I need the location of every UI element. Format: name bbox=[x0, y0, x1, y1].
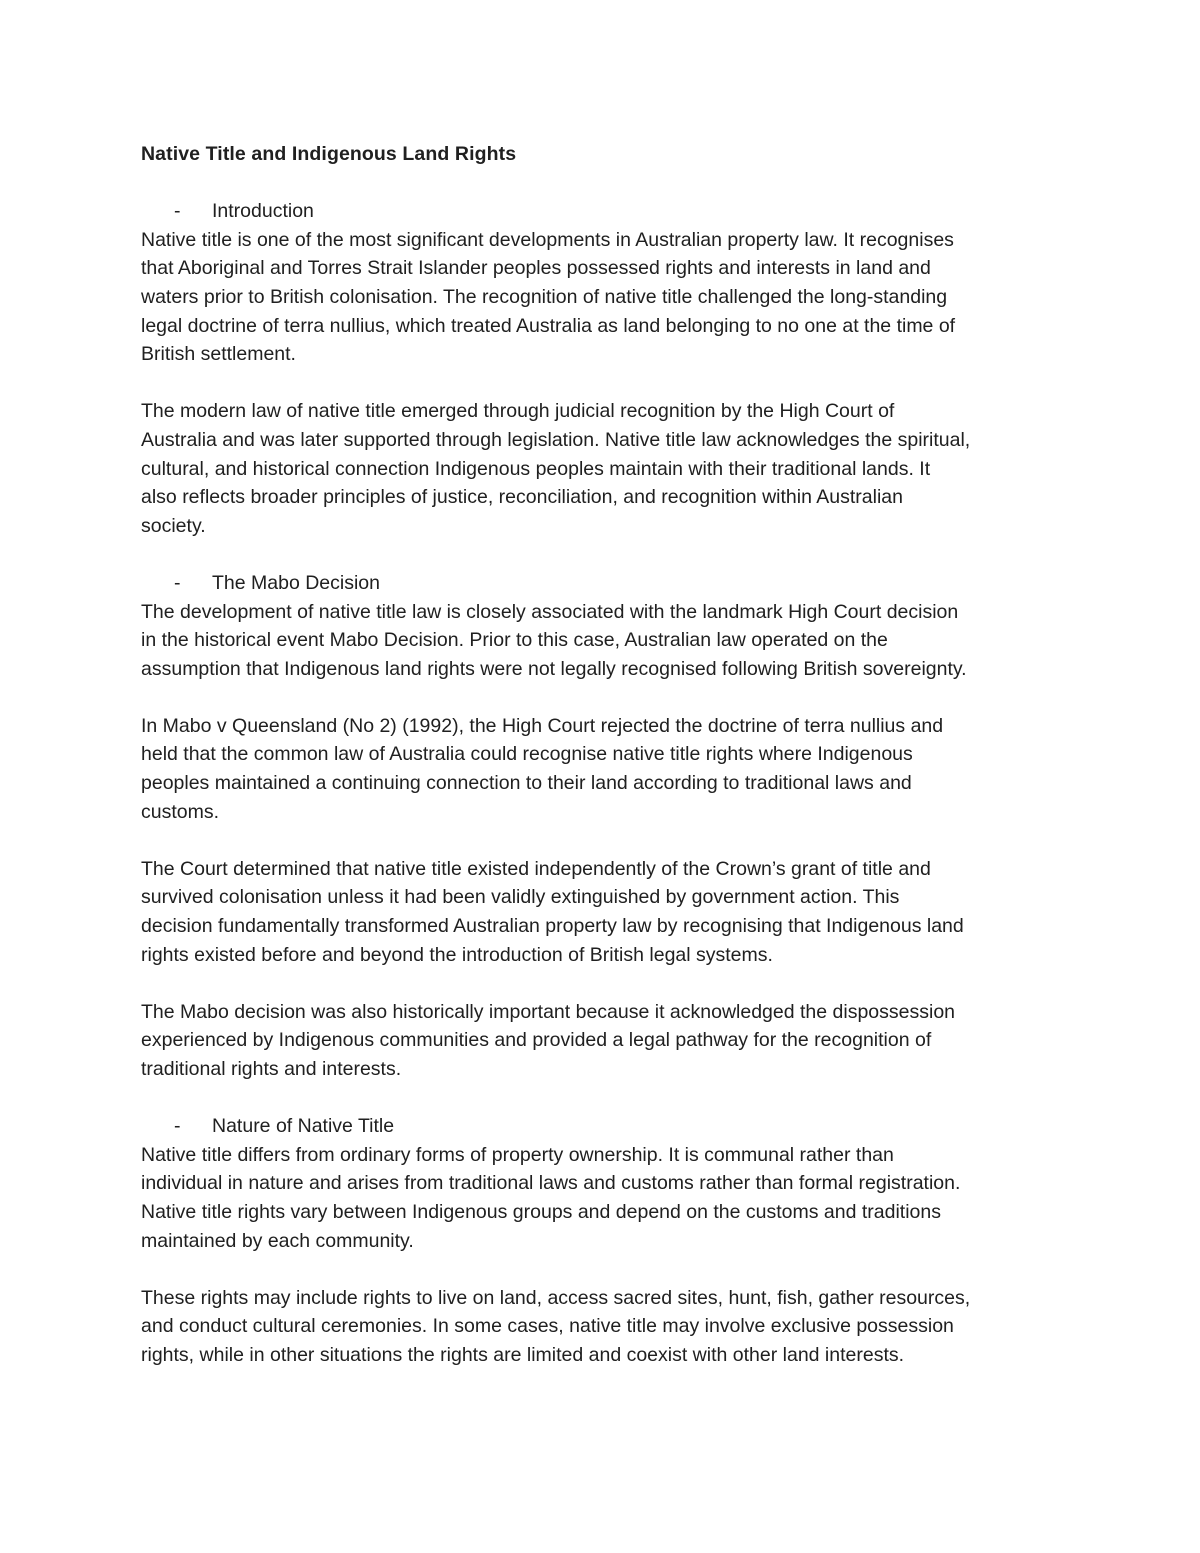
section-heading bbox=[141, 1112, 1066, 1141]
paragraph-line: waters prior to British colonisation. The recognition of native title challenged the long-standing bbox=[141, 285, 948, 308]
paragraph-line: society. bbox=[141, 514, 206, 537]
paragraph-line: The development of native title law is closely associated with the landmark High Court decision bbox=[141, 600, 959, 623]
paragraph bbox=[141, 1141, 1066, 1255]
paragraph-line: The Court determined that native title existed independently of the Crown’s grant of title and bbox=[141, 857, 931, 880]
paragraph bbox=[141, 598, 1066, 684]
paragraph-line: The Mabo decision was also historically important because it acknowledged the dispossession bbox=[141, 1000, 956, 1023]
paragraph bbox=[141, 397, 1066, 540]
paragraph-line: individual in nature and arises from traditional laws and customs rather than formal registration. bbox=[141, 1172, 961, 1195]
paragraph-line: maintained by each community. bbox=[141, 1229, 414, 1252]
section-heading bbox=[141, 197, 1066, 226]
paragraph-line: The modern law of native title emerged through judicial recognition by the High Court of bbox=[141, 400, 895, 423]
bullet-dash: - bbox=[174, 571, 181, 594]
bullet-dash: - bbox=[174, 1115, 181, 1138]
section-heading bbox=[141, 569, 1066, 598]
paragraph bbox=[141, 712, 1066, 826]
paragraph-line: experienced by Indigenous communities and provided a legal pathway for the recognition of bbox=[141, 1029, 932, 1052]
paragraph-line: also reflects broader principles of justice, reconciliation, and recognition within Australian bbox=[141, 486, 903, 509]
paragraph-line: that Aboriginal and Torres Strait Islander peoples possessed rights and interests in land and bbox=[141, 257, 931, 280]
paragraph-line: held that the common law of Australia could recognise native title rights where Indigenous bbox=[141, 743, 913, 766]
paragraph-line: cultural, and historical connection Indigenous peoples maintain with their traditional lands. It bbox=[141, 457, 931, 480]
section-heading-text: The Mabo Decision bbox=[212, 571, 380, 594]
paragraph-line: peoples maintained a continuing connection to their land according to traditional laws and bbox=[141, 772, 912, 795]
paragraph-line: in the historical event Mabo Decision. Prior to this case, Australian law operated on the bbox=[141, 629, 888, 652]
paragraph bbox=[141, 226, 1066, 369]
paragraph-line: and conduct cultural ceremonies. In some cases, native title may involve exclusive possession bbox=[141, 1315, 954, 1338]
paragraph-line: British settlement. bbox=[141, 343, 296, 366]
paragraph-line: rights existed before and beyond the introduction of British legal systems. bbox=[141, 943, 773, 966]
paragraph-line: Native title rights vary between Indigenous groups and depend on the customs and traditions bbox=[141, 1200, 941, 1223]
section-heading-text: Introduction bbox=[212, 200, 314, 223]
paragraph-line: Native title is one of the most significant developments in Australian property law. It recognises bbox=[141, 228, 954, 251]
section-heading-text: Nature of Native Title bbox=[212, 1115, 395, 1138]
paragraph-line: legal doctrine of terra nullius, which treated Australia as land belonging to no one at the time of bbox=[141, 314, 956, 337]
paragraph-line: rights, while in other situations the rights are limited and coexist with other land interests. bbox=[141, 1343, 905, 1366]
paragraph-line: Australia and was later supported through legislation. Native title law acknowledges the spiritual, bbox=[141, 428, 971, 451]
bullet-dash: - bbox=[174, 200, 181, 223]
paragraph-line: Native title differs from ordinary forms of property ownership. It is communal rather than bbox=[141, 1143, 894, 1166]
document-body bbox=[141, 197, 1066, 1369]
paragraph-line: decision fundamentally transformed Australian property law by recognising that Indigenous land bbox=[141, 915, 964, 938]
document-title: Native Title and Indigenous Land Rights bbox=[141, 143, 517, 165]
paragraph-line: customs. bbox=[141, 800, 220, 823]
paragraph-line: In Mabo v Queensland (No 2) (1992), the High Court rejected the doctrine of terra nullius and bbox=[141, 714, 944, 737]
paragraph-line: traditional rights and interests. bbox=[141, 1058, 402, 1080]
paragraph bbox=[141, 855, 1066, 969]
paragraph-line: assumption that Indigenous land rights were not legally recognised following British sovereignty. bbox=[141, 657, 967, 680]
paragraph-line: These rights may include rights to live on land, access sacred sites, hunt, fish, gather resources, bbox=[141, 1286, 971, 1309]
paragraph bbox=[141, 998, 1066, 1084]
paragraph bbox=[141, 1284, 1066, 1370]
document-page bbox=[141, 140, 1066, 1398]
paragraph-line: survived colonisation unless it had been validly extinguished by government action. This bbox=[141, 886, 900, 909]
